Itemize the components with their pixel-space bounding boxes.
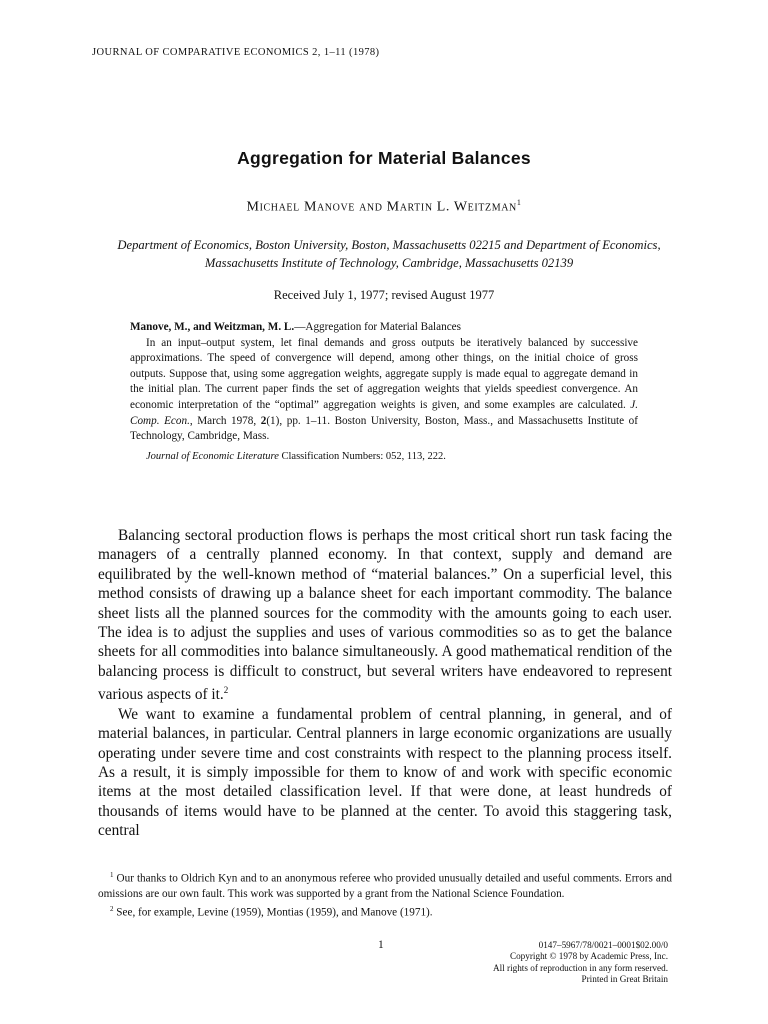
copyright-line: All rights of reproduction in any form reserved. [492,962,668,973]
citation-rest: (1), pp. 1–11. Boston University, Boston, Mass., and Massachusetts Institute of Technology, Cambridge, Mass. [130,414,639,443]
footnote-mark: 2 [110,905,114,914]
footnote-text: Our thanks to Oldrich Kyn and to an anonymous referee who provided unusually detailed and useful comments. Errors and omissions are our own fault. This work was supported by a grant from the National Science Foundation. [98,872,673,901]
abstract-heading [130,320,638,336]
author-footnote-mark: 1 [516,198,522,207]
abstract-authors: Manove, M., and Weitzman, M. L. [130,321,295,333]
citation-journal: J. Comp. Econ. [130,398,638,427]
author-line [0,198,768,216]
footnote [98,902,672,921]
body-text [98,526,672,841]
paper-title: Aggregation for Material Balances [237,148,531,168]
footnote [98,868,672,902]
footnote-ref: 2 [223,685,229,696]
abstract-body [130,336,638,445]
copyright-line: Copyright © 1978 by Academic Press, Inc. [509,951,668,962]
paragraph [98,705,672,841]
page-number: 1 [378,939,384,951]
abstract-title-ref: —Aggregation for Material Balances [294,321,462,333]
copyright-line: 0147–5967/78/0021–0001$02.00/0 [538,940,668,950]
footnote-mark: 1 [110,871,114,879]
footnotes [98,868,672,921]
copyright-line: Printed in Great Britain [581,974,668,985]
journal-header: JOURNAL OF COMPARATIVE ECONOMICS 2, 1–11 (1978) [92,47,380,58]
paragraph [98,526,672,705]
abstract-text: In an input–output system, let final demands and gross outputs be iteratively balanced by successive approximations. The speed of convergence will depend, among other things, on the initial choice of gross outputs. Suppose that, using some aggregation weights, aggregate supply is made equal to aggregate demand in the initial plan. The current paper finds the set of aggregation weights that yields speediest convergence. An economic interpretation of the “optimal” aggregation weights is given, and some examples are calculated. [130,336,638,411]
received-date: Received July 1, 1977; revised August 1977 [273,288,495,302]
footnote-text: See, for example, Levine (1959), Montias (1959), and Manove (1971). [116,907,433,920]
paragraph-1-text: Balancing sectoral production flows is perhaps the most critical short run task facing the managers of a centrally planned economy. In that context, supply and demand are equilibrated by the well-known method of “material balances.” On a superficial level, this method consists of drawing up a balance sheet for each important commodity. The balance sheet lists all the planned sources for the commodity with the amounts going to each user. The idea is to adjust the supplies and uses of various commodities so as to get the balance sheets for all commodities into balance simultaneously. A good mathematical rendition of the balancing process is difficult to construct, but several writers have endeavored to represent various aspects of it. [98,527,672,704]
author-names: Michael Manove and Martin L. Weitzman [246,199,517,215]
jel-numbers: Classification Numbers: 052, 113, 222. [278,450,446,462]
jel-label: Journal of Economic Literature [146,450,279,462]
citation-volume: 2 [260,414,267,427]
citation-date: , March 1978, [189,414,261,427]
affiliation: Department of Economics, Boston University, Boston, Massachusetts 02215 and Department of Economics, Massachusetts Institute of Technology, Cambridge, Massachusetts 02139 [117,238,661,270]
paragraph-2-text: We want to examine a fundamental problem of central planning, in general, and of material balances, in particular. Central planners in large economic organizations are usually operating under severe time and cost constraints with respect to the planning process itself. As a result, it is simply impossible for them to know of and work with specific economic items at the most detailed classification level. If that were done, at least hundreds of thousands of items would have to be planned at the center. To avoid this staggering task, central [98,705,672,840]
abstract [130,320,638,464]
copyright-block [493,940,668,986]
jel-classification [130,449,638,465]
